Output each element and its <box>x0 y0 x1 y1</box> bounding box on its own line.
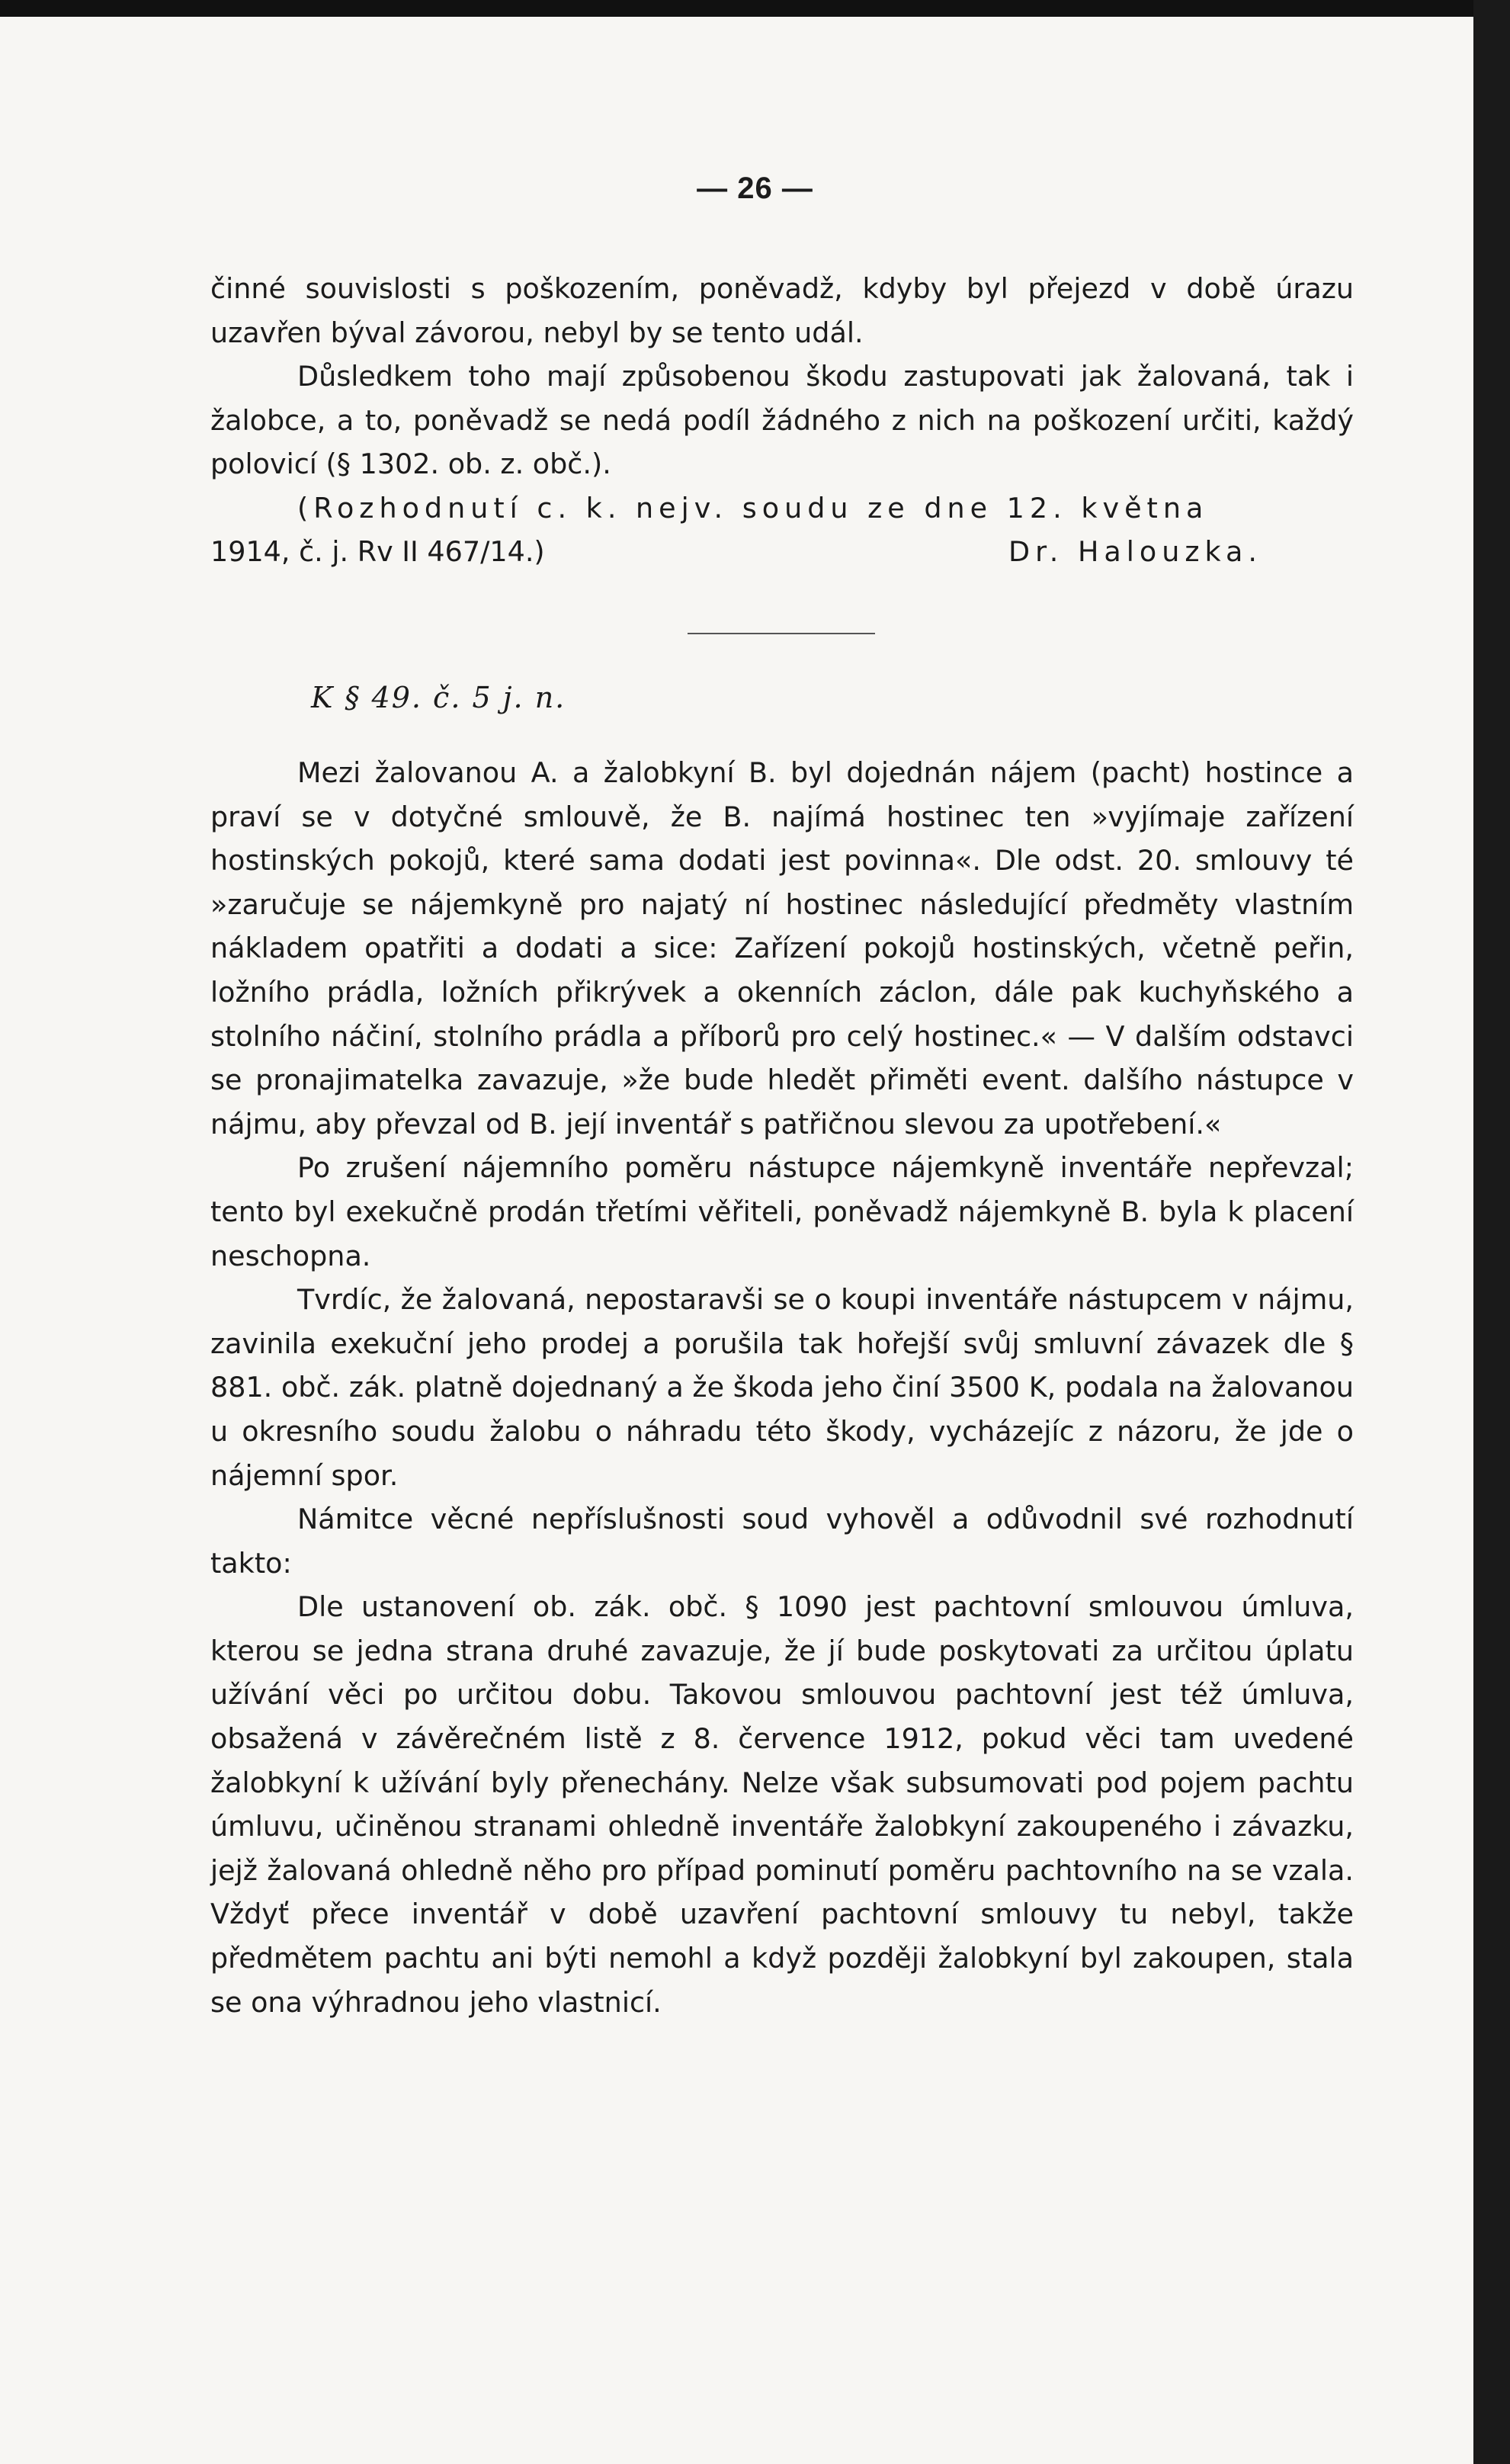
opening-text-block <box>210 267 1354 574</box>
opening-paragraph-1: činné souvislosti s poškozením, poněvadž, kdyby byl přejezd v době úrazu uzavřen býval závorou, nebyl by se tento udál. <box>210 272 1354 349</box>
body-paragraph: Námitce věcné nepříslušnosti soud vyhověl a odůvodnil své rozhodnutí takto: <box>210 1503 1354 1580</box>
page-number: — 26 — <box>697 172 813 205</box>
scan-border-top <box>0 0 1510 17</box>
case-body-text <box>210 751 1354 2024</box>
body-paragraph: Dle ustanovení ob. zák. obč. § 1090 jest pachtovní smlouvou úmluva, kterou se jedna strana druhé zavazuje, že jí bude poskytovati za určitou úplatu užívání věci po určitou dobu. Takovou smlouvou pachtovní jest též úmluva, obsažená v závěrečném listě z 8. července 1912, pokud věci tam uvedené žalobkyní k užívání byly přenechány. Nelze však subsumovati pod pojem pachtu úmluvu, učiněnou stranami ohledně inventáře žalobkyní zakoupeného i závazku, jejž žalovaná ohledně něho pro případ pominutí poměru pachtovního na se vzala. Vždyť přece inventář v době uzavření pachtovní smlouvy tu nebyl, takže předmětem pachtu ani býti nemohl a když později žalobkyní byl zakoupen, stala se ona výhradnou jeho vlastnicí. <box>210 1590 1354 2019</box>
author-signature: Dr. Halouzka. <box>1008 535 1262 568</box>
body-paragraph: Mezi žalovanou A. a žalobkyní B. byl dojednán nájem (pacht) hostince a praví se v dotyčné smlouvě, že B. najímá hostinec ten »vyjímaje zařízení hostinských pokojů, které sama dodati jest povinna«. Dle odst. 20. smlouvy té »zaručuje se nájemkyně pro najatý ní hostinec následující předměty vlastním nákladem opatřiti a dodati a sice: Zařízení pokojů hostinských, včetně peřin, ložního prádla, ložních přikrývek a okenních záclon, dále pak kuchyňského a stolního náčiní, stolního prádla a příborů pro celý hostinec.« — V dalším odstavci se pronajimatelka zavazuje, »že bude hledět přiměti event. dalšího nástupce v nájmu, aby převzal od B. její inventář s patřičnou slevou za upotřebení.« <box>210 756 1354 1141</box>
body-paragraph: Po zrušení nájemního poměru nástupce nájemkyně inventáře nepřevzal; tento byl exekučně prodán třetími věřiteli, poněvadž nájemkyně B. byla k placení neschopna. <box>210 1151 1354 1272</box>
court-citation: (Rozhodnutí c. k. nejv. soudu ze dne 12. května <box>297 491 1209 525</box>
scan-border-right <box>1473 0 1510 2464</box>
citation-reference: 1914, č. j. Rv II 467/14.) <box>210 535 545 568</box>
section-heading: K § 49. č. 5 j. n. <box>311 681 566 714</box>
body-paragraph: Tvrdíc, že žalovaná, nepostaravši se o koupi inventáře nástupcem v nájmu, zavinila exekuční jeho prodej a porušila tak hořejší svůj smluvní závazek dle § 881. obč. zák. platně dojednaný a že škoda jeho činí 3500 K, podala na žalovanou u okresního soudu žalobu o náhradu této škody, vycházejíc z názoru, že jde o nájemní spor. <box>210 1283 1354 1492</box>
citation-signature-line <box>210 530 1354 574</box>
opening-paragraph-2: Důsledkem toho mají způsobenou škodu zastupovati jak žalovaná, tak i žalobce, a to, poněvadž se nedá podíl žádného z nich na poškození určiti, každý polovicí (§ 1302. ob. z. obč.). <box>210 360 1354 480</box>
section-separator-rule <box>688 633 875 634</box>
